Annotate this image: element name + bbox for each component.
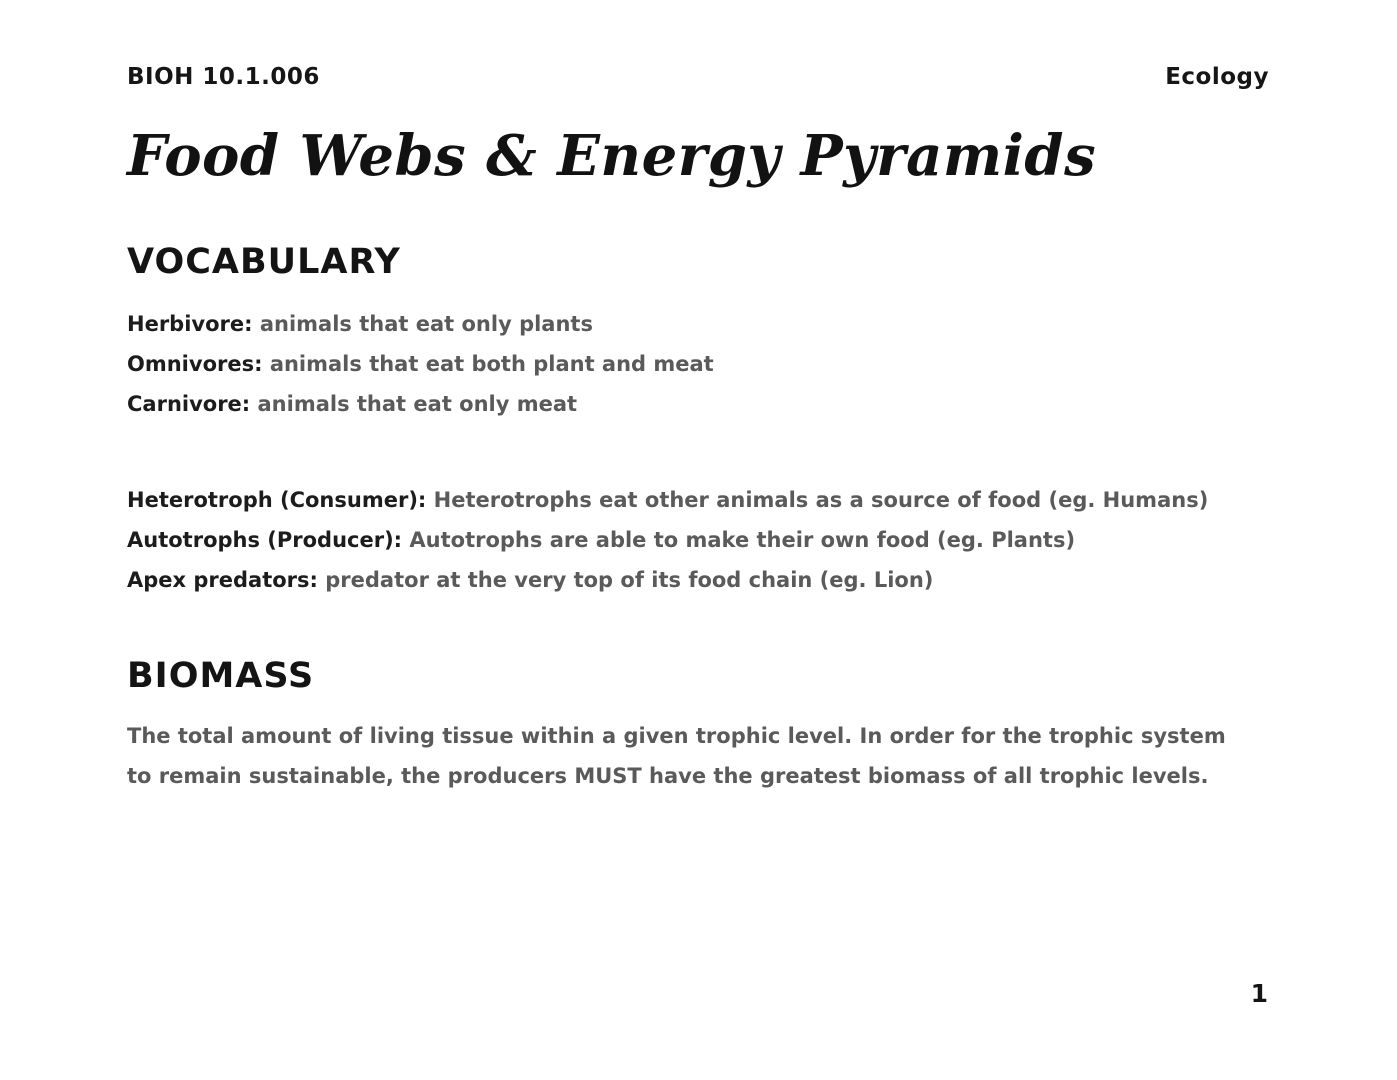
vocab-definition: Heterotrophs eat other animals as a source of food (eg. Humans) — [433, 488, 1209, 512]
vocab-term: Autotrophs (Producer): — [127, 528, 403, 552]
vocab-term: Omnivores: — [127, 352, 263, 376]
vocab-definition: animals that eat only meat — [257, 392, 578, 416]
biomass-text: The total amount of living tissue within a given trophic level. In order for the trophic system to remain sustainable, the producers MUST have the greatest biomass of all trophic levels. — [127, 724, 1226, 788]
vocab-definition: animals that eat both plant and meat — [269, 352, 714, 376]
page-number: 1 — [1250, 979, 1268, 1008]
vocab-term: Carnivore: — [127, 392, 251, 416]
vocab-group-basic — [127, 304, 1269, 424]
vocab-group-trophic — [127, 480, 1269, 600]
vocab-term: Heterotroph (Consumer): — [127, 488, 427, 512]
vocab-entry-autotrophs — [127, 520, 1269, 560]
course-code: BIOH 10.1.006 — [127, 64, 320, 90]
vocab-entry-carnivore — [127, 384, 1269, 424]
vocab-definition: animals that eat only plants — [259, 312, 593, 336]
vocab-entry-apex-predators — [127, 560, 1269, 600]
page-header — [127, 64, 1269, 90]
vocab-term: Apex predators: — [127, 568, 318, 592]
section-heading-biomass: BIOMASS — [127, 656, 315, 696]
vocab-entry-herbivore — [127, 304, 1269, 344]
vocab-definition: predator at the very top of its food chain (eg. Lion) — [325, 568, 934, 592]
vocab-term: Herbivore: — [127, 312, 253, 336]
vocab-entry-omnivores — [127, 344, 1269, 384]
page-title: Food Webs & Energy Pyramids — [127, 123, 1097, 189]
section-heading-vocabulary: VOCABULARY — [127, 242, 401, 282]
vocab-definition: Autotrophs are able to make their own food (eg. Plants) — [409, 528, 1076, 552]
subject-label: Ecology — [1165, 64, 1269, 90]
vocab-entry-heterotroph — [127, 480, 1269, 520]
